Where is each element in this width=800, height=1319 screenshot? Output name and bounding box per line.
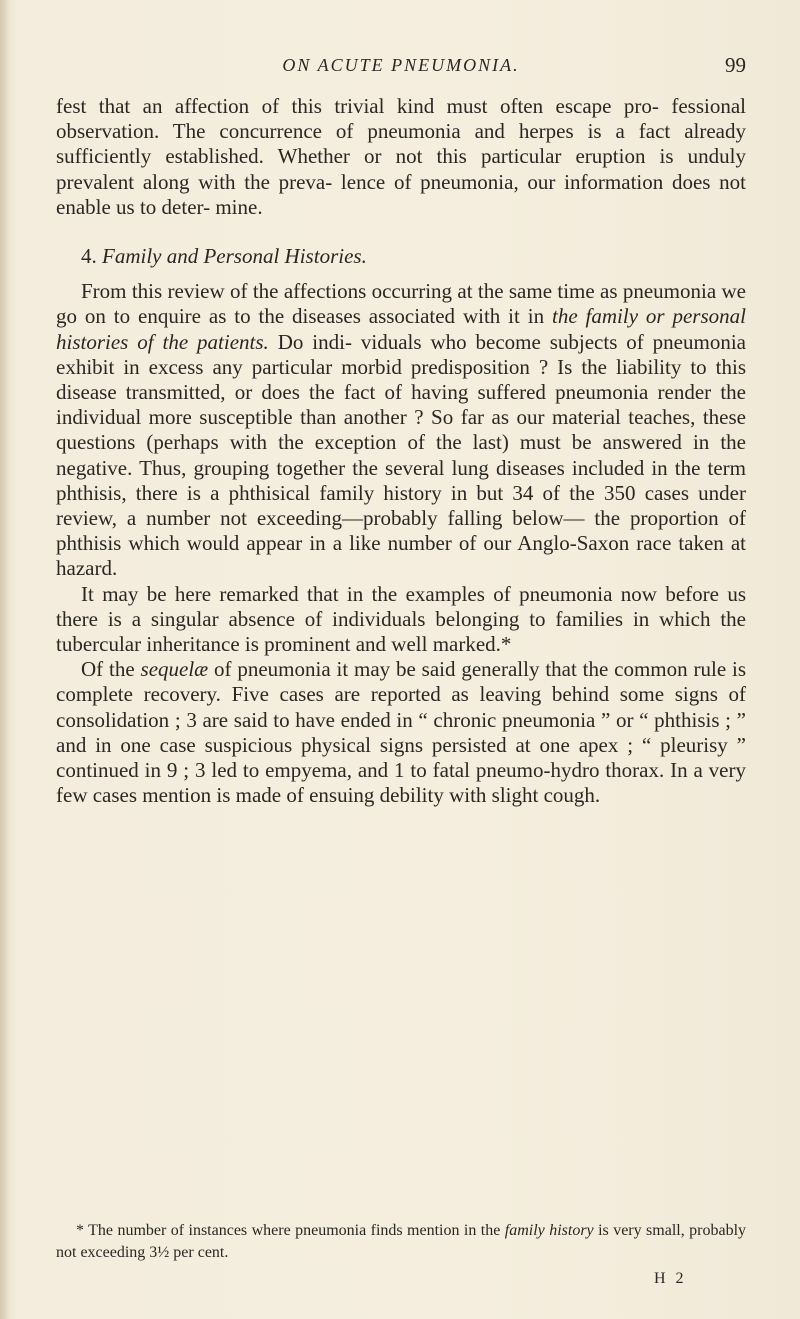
footnote — [56, 1220, 746, 1264]
paragraph-4-text-b: of pneumonia it may be said generally that the common rule is complete recovery. Five cases are reported as leaving behind some signs of consolidation ; 3 are said to have ended in “ chronic pneumonia ” or “ phthisis ; ” and in one case suspicious physical signs persisted at one apex ; “ pleurisy ” continued in 9 ; 3 led to empyema, and 1 to fatal pneumo-hydro thorax. In a very few cases mention is made of ensuing debility with slight cough. — [56, 657, 746, 808]
paragraph-2-text-b: Do indi- viduals who become subjects of pneumonia exhibit in excess any particular morbid predisposition ? Is the liability to this disease transmitted, or does the fact of having suffered pneumonia render the individual more susceptible than another ? So far as our material teaches, these questions (perhaps with the exception of the last) must be answered in the negative. Thus, grouping together the several lung diseases included in the term phthisis, there is a phthisical family history in but 34 of the 350 cases under review, a number not exceeding—probably falling below— the proportion of phthisis which would appear in a like number of our Anglo-Saxon race taken at hazard. — [56, 329, 746, 581]
paragraph-2-emphasis: the family or personal histories of the patients. — [56, 304, 746, 354]
footnote-text-b: is very small, probably not exceeding 3½ per cent. — [56, 1222, 747, 1261]
running-head — [56, 55, 746, 85]
footnote-text — [56, 1220, 746, 1264]
paragraph-1: fest that an affection of this trivial kind must often escape pro- fessional observation. The concurrence of pneumonia and herpes is a fact already sufficiently established. Whether or not this particular eruption is unduly prevalent along with the preva- lence of pneumonia, our information does not enable us to deter- mine. — [56, 94, 746, 219]
page-edge-shadow — [0, 0, 10, 1319]
paragraph-2 — [56, 279, 746, 581]
paragraph-4-emphasis: sequelæ — [140, 657, 209, 682]
footnote-text-a: * The number of instances where pneumonia finds mention in the — [76, 1222, 505, 1239]
paragraph-2-text-a: From this review of the affections occurring at the same time as pneumonia we go on to enquire as to the diseases associated with it in — [56, 279, 746, 329]
paragraph-3: It may be here remarked that in the examples of pneumonia now before us there is a singular absence of individuals belonging to families in which the tubercular inheritance is prominent and well marked.* — [56, 581, 746, 657]
footnote-emphasis: family history — [504, 1222, 594, 1239]
section-number: 4. — [81, 244, 97, 269]
paragraph-4 — [56, 657, 746, 808]
running-title: ON ACUTE PNEUMONIA. — [282, 55, 520, 75]
section-title: Family and Personal Histories. — [102, 244, 367, 269]
section-heading — [56, 244, 746, 269]
paragraph-4-text-a: Of the — [81, 657, 141, 682]
printer-signature-mark: H 2 — [654, 1270, 687, 1287]
body-text — [56, 94, 746, 808]
page-number: 99 — [725, 53, 746, 77]
